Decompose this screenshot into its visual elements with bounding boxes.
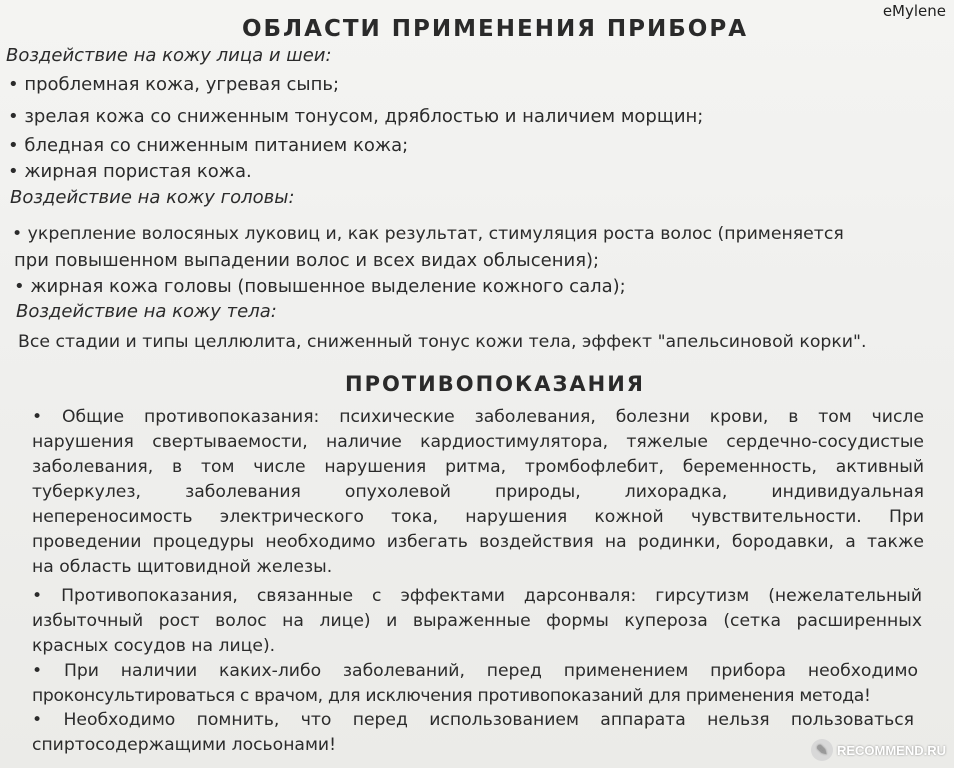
contraindication-paragraph-general bbox=[32, 405, 924, 580]
recommend-watermark-text: RECOMMEND.RU bbox=[836, 742, 946, 758]
face-item: • бледная со сниженным питанием кожа; bbox=[8, 135, 409, 156]
paragraph-line: избыточный рост волос на лице) и выраженные формы купероза (сетка расширенных bbox=[32, 611, 922, 631]
contraindication-paragraph-lotions bbox=[32, 708, 914, 758]
head-item: • укрепление волосяных луковиц и, как результат, стимуляция роста волос (применяется bbox=[12, 224, 844, 244]
paragraph-line: • Противопоказания, связанные с эффектами дарсонваля: гирсутизм (нежелательный bbox=[32, 586, 922, 606]
section-title-usage: ОБЛАСТИ ПРИМЕНЕНИЯ ПРИБОРА bbox=[241, 16, 749, 42]
paragraph-line: • При наличии каких-либо заболеваний, перед применением прибора необходимо bbox=[32, 661, 918, 681]
head-item-continuation: при повышенном выпадении волос и всех видах облысения); bbox=[14, 250, 600, 271]
paragraph-line: непереносимость электрического тока, нарушения кожной чувствительности. При bbox=[32, 507, 924, 527]
body-text: Все стадии и типы целлюлита, сниженный тонус кожи тела, эффект "апельсиновой корки". bbox=[18, 332, 867, 352]
paragraph-line: на область щитовидной железы. bbox=[32, 557, 333, 577]
paragraph-line: заболевания, в том числе нарушения ритма, тромбофлебит, беременность, активный bbox=[32, 457, 924, 477]
contraindication-paragraph-consult bbox=[32, 659, 918, 709]
recommend-watermark bbox=[811, 736, 946, 764]
paragraph-line: туберкулез, заболевания опухолевой природы, лихорадка, индивидуальная bbox=[32, 482, 924, 502]
paragraph-line: проконсультироваться с врачом, для исключения противопоказаний для применения метода! bbox=[32, 686, 871, 706]
paragraph-line: красных сосудов на лице). bbox=[32, 636, 276, 656]
contraindication-paragraph-darsonval bbox=[32, 584, 922, 659]
watermark-username: eMylene bbox=[882, 2, 946, 20]
recommend-logo-icon: ✎ bbox=[811, 739, 833, 761]
paragraph-line: • Общие противопоказания: психические заболевания, болезни крови, в том числе bbox=[32, 407, 924, 427]
section-title-contraindications: ПРОТИВОПОКАЗАНИЯ bbox=[345, 372, 645, 396]
face-item: • жирная пористая кожа. bbox=[8, 161, 252, 182]
face-item: • зрелая кожа со сниженным тонусом, дряблостью и наличием морщин; bbox=[8, 106, 704, 127]
paragraph-line: спиртосодержащими лосьонами! bbox=[32, 735, 336, 755]
paragraph-line: • Необходимо помнить, что перед использованием аппарата нельзя пользоваться bbox=[32, 710, 914, 730]
paragraph-line: проведении процедуры необходимо избегать воздействия на родинки, бородавки, а также bbox=[32, 532, 924, 552]
face-heading: Воздействие на кожу лица и шеи: bbox=[6, 45, 332, 66]
body-heading: Воздействие на кожу тела: bbox=[16, 301, 277, 322]
head-heading: Воздействие на кожу головы: bbox=[10, 187, 295, 208]
paragraph-line: нарушения свертываемости, наличие кардиостимулятора, тяжелые сердечно-сосудистые bbox=[32, 432, 924, 452]
face-item: • проблемная кожа, угревая сыпь; bbox=[8, 74, 340, 95]
head-item: • жирная кожа головы (повышенное выделение кожного сала); bbox=[14, 276, 626, 297]
